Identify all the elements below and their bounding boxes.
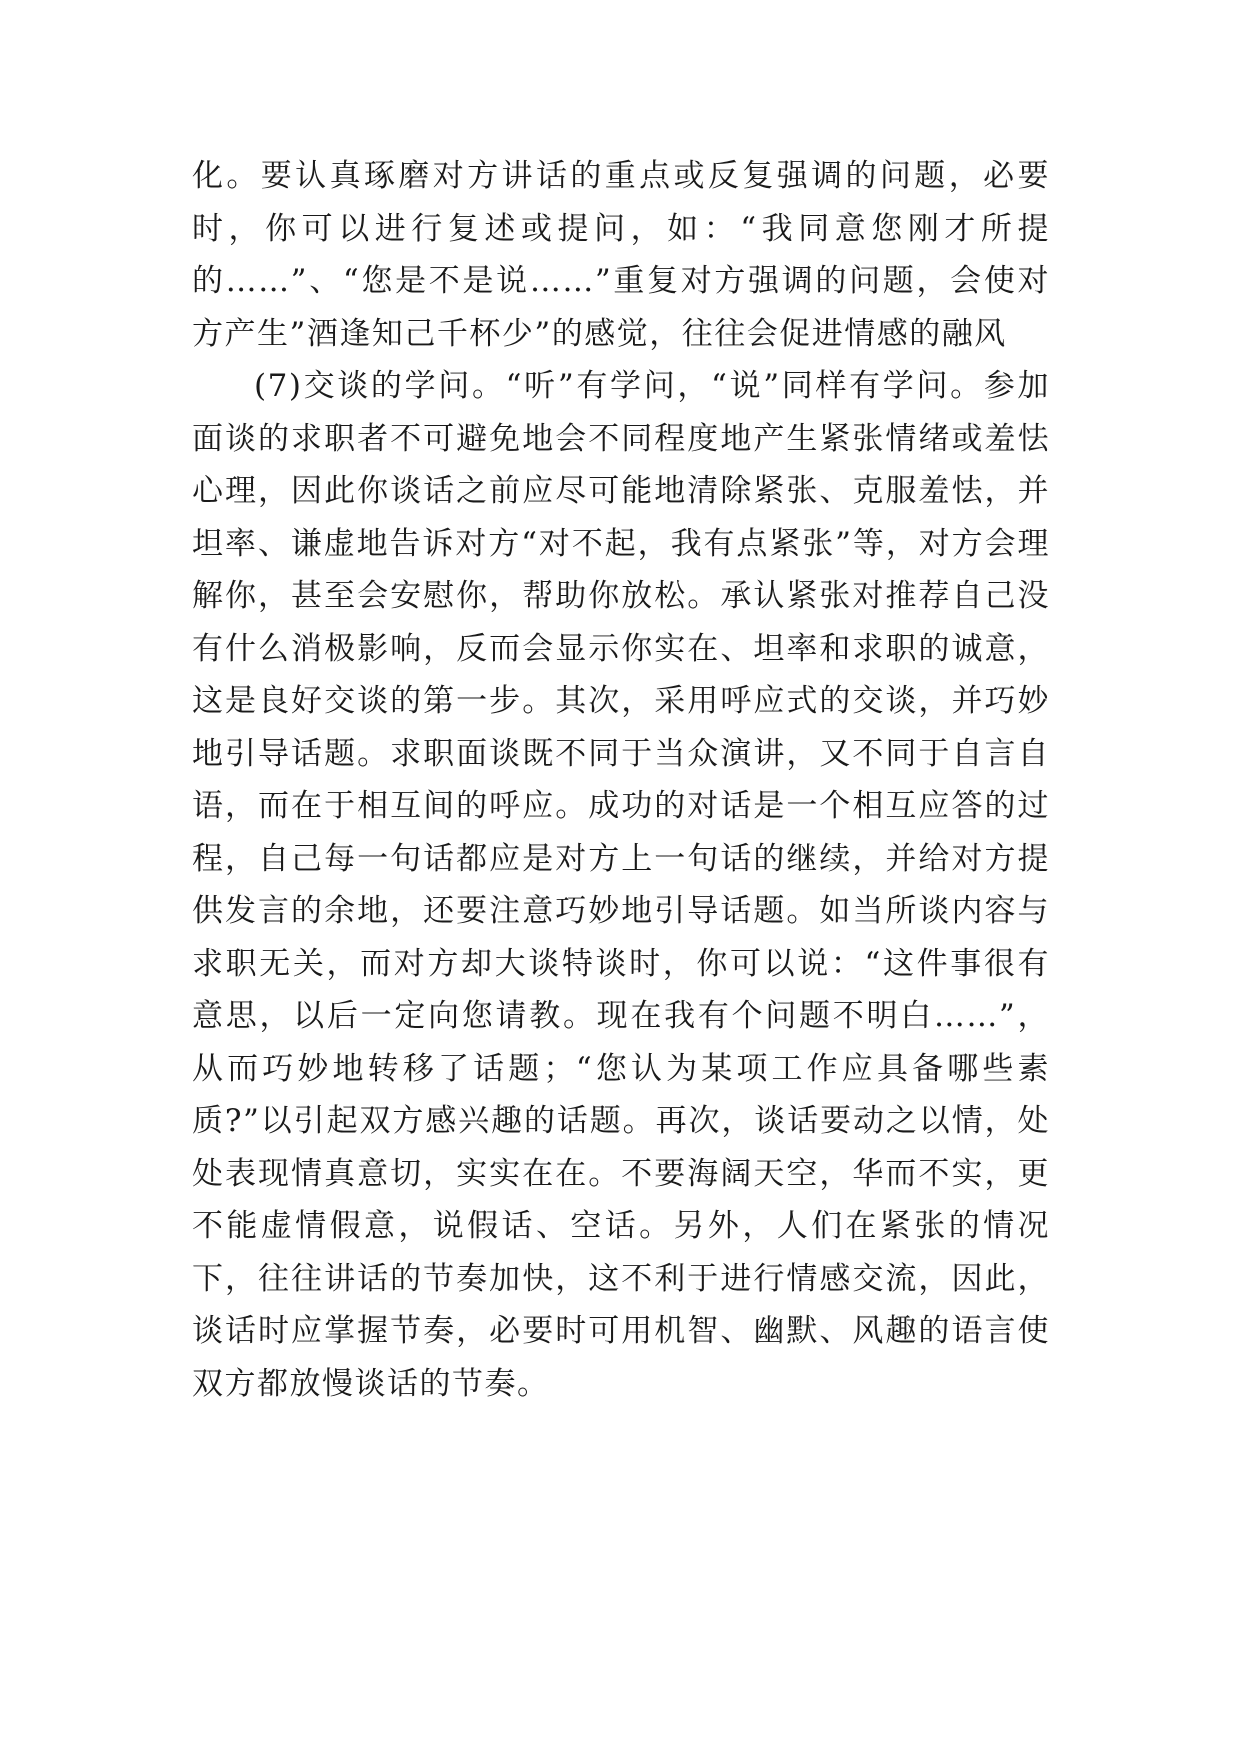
body-text <box>192 150 1050 1410</box>
paragraph-conversation-skills: (7)交谈的学问。“听”有学问，“说”同样有学问。参加面谈的求职者不可避免地会不同程度地产生紧张情绪或羞怯心理，因此你谈话之前应尽可能地清除紧张、克服羞怯，并坦率、谦虚地告诉对方“对不起，我有点紧张”等，对方会理解你，甚至会安慰你，帮助你放松。承认紧张对推荐自己没有什么消极影响，反而会显示你实在、坦率和求职的诚意，这是良好交谈的第一步。其次，采用呼应式的交谈，并巧妙地引导话题。求职面谈既不同于当众演讲，又不同于自言自语，而在于相互间的呼应。成功的对话是一个相互应答的过程，自己每一句话都应是对方上一句话的继续，并给对方提供发言的余地，还要注意巧妙地引导话题。如当所谈内容与求职无关，而对方却大谈特谈时，你可以说：“这件事很有意思，以后一定向您请教。现在我有个问题不明白……”，从而巧妙地转移了话题；“您认为某项工作应具备哪些素质?”以引起双方感兴趣的话题。再次，谈话要动之以情，处处表现情真意切，实实在在。不要海阔天空，华而不实，更不能虚情假意，说假话、空话。另外，人们在紧张的情况下，往往讲话的节奏加快，这不利于进行情感交流，因此，谈话时应掌握节奏，必要时可用机智、幽默、风趣的语言使双方都放慢谈话的节奏。 <box>192 368 1050 1402</box>
paragraph-continuation: 化。要认真琢磨对方讲话的重点或反复强调的问题，必要时，你可以进行复述或提问，如：“我同意您刚才所提的……”、“您是不是说……”重复对方强调的问题，会使对方产生”酒逢知己千杯少”的感觉，往往会促进情感的融风 <box>192 158 1050 352</box>
